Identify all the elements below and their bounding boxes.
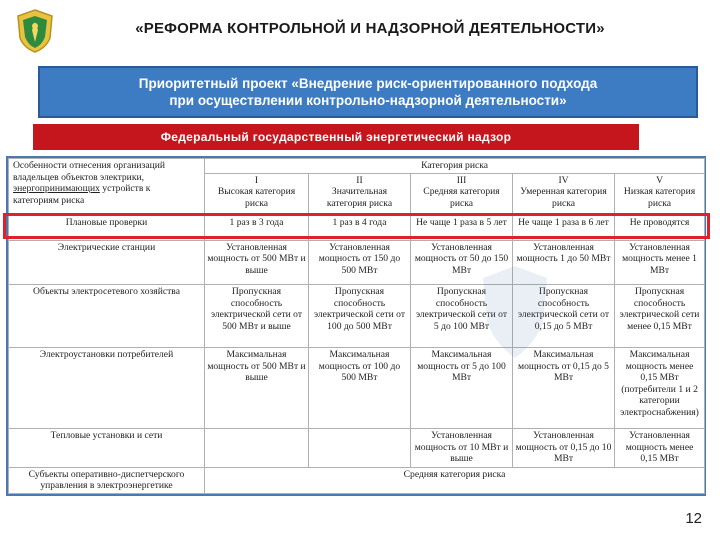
planned-cell: 1 раз в 4 года <box>309 216 411 240</box>
consumers-label: Электроустановки потребителей <box>9 348 205 429</box>
heat-cell: Установленная мощность от 10 МВт и выше <box>411 429 513 468</box>
category-name: Высокая категория риска <box>217 186 296 209</box>
feature-header-underlined: энергопринимающих <box>13 183 100 194</box>
consumers-cell: Максимальная мощность от 100 до 500 МВт <box>309 348 411 429</box>
dispatch-row <box>9 467 705 493</box>
feature-header-line: владельцев объектов электрики, <box>13 171 145 183</box>
category-v <box>615 173 705 216</box>
table-row <box>9 159 705 174</box>
consumers-cell: Максимальная мощность менее 0,15 МВт (потребители 1 и 2 категории электроснабжения) <box>615 348 705 429</box>
page-title: «РЕФОРМА КОНТРОЛЬНОЙ И НАДЗОРНОЙ ДЕЯТЕЛЬНОСТИ» <box>135 20 605 37</box>
consumers-row <box>9 348 705 429</box>
category-i <box>205 173 309 216</box>
category-name: Средняя категория риска <box>423 186 500 209</box>
power-plants-cell: Установленная мощность от 50 до 150 МВт <box>411 240 513 285</box>
category-name: Низкая категория риска <box>623 186 696 209</box>
feature-header-line: Особенности отнесения организаций <box>13 160 165 171</box>
power-plants-row <box>9 240 705 285</box>
power-plants-cell: Установленная мощность от 150 до 500 МВт <box>309 240 411 285</box>
category-roman: V <box>656 174 663 186</box>
planned-cell: Не чаще 1 раза в 6 лет <box>513 216 615 240</box>
planned-label: Плановые проверки <box>9 216 205 240</box>
dispatch-cell: Средняя категория риска <box>205 467 705 493</box>
category-ii <box>309 173 411 216</box>
category-name: Значительная категория риска <box>326 186 393 209</box>
category-iii <box>411 173 513 216</box>
planned-cell: Не проводятся <box>615 216 705 240</box>
project-line-2: при осуществлении контрольно-надзорной деятельности» <box>169 93 567 108</box>
category-iv <box>513 173 615 216</box>
planned-cell: Не чаще 1 раза в 5 лет <box>411 216 513 240</box>
header <box>0 0 720 62</box>
heat-cell: Установленная мощность менее 0,15 МВт <box>615 429 705 468</box>
power-plants-cell: Установленная мощность от 500 МВт и выше <box>205 240 309 285</box>
project-banner <box>38 66 698 118</box>
heat-cell: Установленная мощность от 0,15 до 10 МВт <box>513 429 615 468</box>
grid-cell: Пропускная способность электрической сети от 5 до 100 МВт <box>411 285 513 348</box>
heat-cell <box>309 429 411 468</box>
heat-cell <box>205 429 309 468</box>
grid-row <box>9 285 705 348</box>
planned-cell: 1 раз в 3 года <box>205 216 309 240</box>
heat-label: Тепловые установки и сети <box>9 429 205 468</box>
category-roman: II <box>356 174 363 186</box>
category-name: Умеренная категория риска <box>520 186 607 209</box>
risk-category-header: Категория риска <box>205 159 705 174</box>
consumers-cell: Максимальная мощность от 500 МВт и выше <box>205 348 309 429</box>
category-roman: I <box>254 174 259 186</box>
section-bar: Федеральный государственный энергетический надзор <box>33 124 639 150</box>
category-roman: IV <box>558 174 569 186</box>
page-number: 12 <box>685 510 702 527</box>
feature-header <box>9 159 205 216</box>
heat-row <box>9 429 705 468</box>
grid-cell: Пропускная способность электрической сети от 500 МВт и выше <box>205 285 309 348</box>
consumers-cell: Максимальная мощность от 5 до 100 МВт <box>411 348 513 429</box>
planned-inspections-row <box>9 216 705 240</box>
grid-cell: Пропускная способность электрической сети менее 0,15 МВт <box>615 285 705 348</box>
risk-table-container <box>6 156 706 496</box>
dispatch-label: Субъекты оперативно-диспетчерского управления в электроэнергетике <box>9 467 205 493</box>
power-plants-cell: Установленная мощность менее 1 МВт <box>615 240 705 285</box>
power-plants-label: Электрические станции <box>9 240 205 285</box>
grid-cell: Пропускная способность электрической сети от 0,15 до 5 МВт <box>513 285 615 348</box>
emblem-icon <box>14 8 56 54</box>
power-plants-cell: Установленная мощность 1 до 50 МВт <box>513 240 615 285</box>
consumers-cell: Максимальная мощность от 0,15 до 5 МВт <box>513 348 615 429</box>
feature-header-line <box>13 183 202 195</box>
grid-cell: Пропускная способность электрической сети от 100 до 500 МВт <box>309 285 411 348</box>
risk-table <box>8 158 705 494</box>
feature-header-line: категориям риска <box>13 194 85 206</box>
grid-label: Объекты электросетевого хозяйства <box>9 285 205 348</box>
category-roman: III <box>456 174 467 186</box>
project-line-1: Приоритетный проект «Внедрение риск-ориентированного подхода <box>138 76 598 91</box>
feature-header-rest: устройств к <box>99 183 151 194</box>
